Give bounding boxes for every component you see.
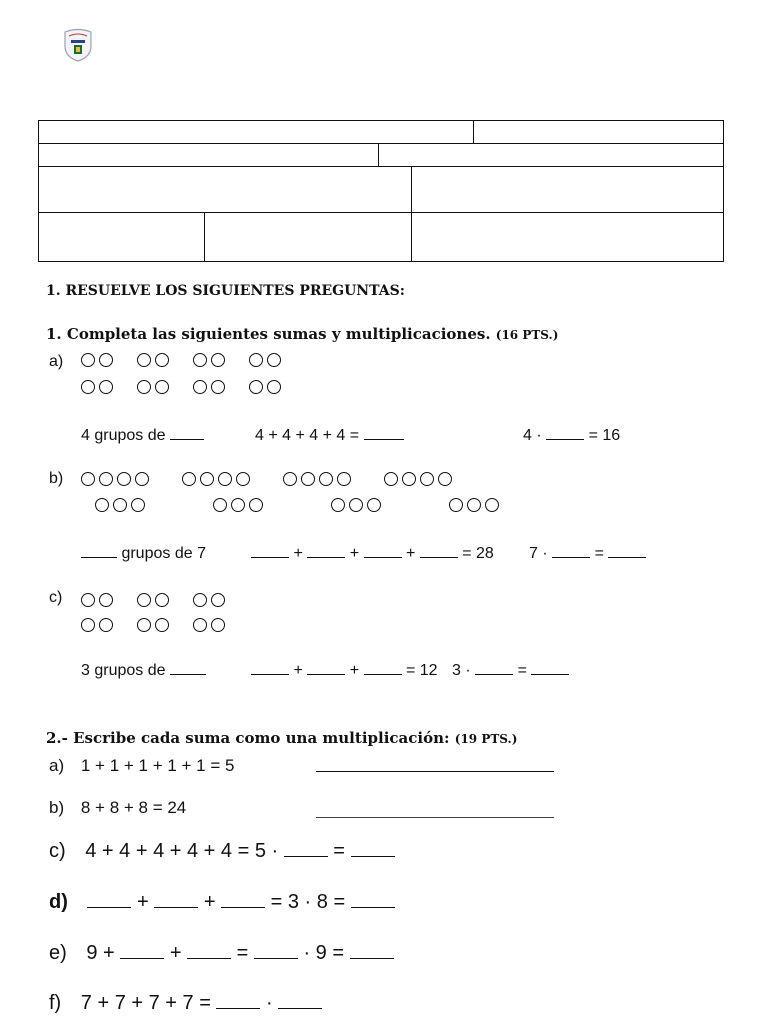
circle-icon	[137, 593, 151, 607]
circle-icon	[99, 618, 113, 632]
q1c-letter: c)	[49, 589, 63, 606]
circle-icon	[131, 498, 145, 512]
circle-icon	[137, 380, 151, 394]
circle-icon	[155, 618, 169, 632]
q2c-expr: 4 + 4 + 4 + 4 + 4 = 5 ·	[85, 840, 279, 862]
circle-icon	[117, 472, 131, 486]
circle-icon	[249, 380, 263, 394]
q2e-eq: =	[236, 942, 249, 964]
plus-sign: +	[169, 942, 182, 964]
q2e-text1: 9 +	[86, 942, 115, 964]
q1a-text3: 4 ·	[523, 427, 542, 444]
circle-icon	[301, 472, 315, 486]
answer-blank[interactable]	[278, 1008, 322, 1009]
q2e-line	[49, 942, 394, 965]
answer-blank[interactable]	[170, 439, 204, 440]
q2d-letter: d)	[49, 891, 68, 913]
plus-sign: +	[349, 545, 360, 562]
q2-title	[46, 729, 517, 747]
circle-icon	[200, 472, 214, 486]
q2b-letter: b)	[49, 798, 65, 817]
q1b-line2	[251, 545, 494, 563]
q1-title-text: 1. Completa las siguientes sumas y multiplicaciones.	[46, 325, 491, 343]
circle-icon	[81, 618, 95, 632]
circle-icon	[485, 498, 499, 512]
q2e-letter: e)	[49, 942, 67, 964]
answer-blank[interactable]	[251, 557, 289, 558]
q1a-circles-row2	[81, 380, 281, 394]
q1c-text3: 3 ·	[452, 662, 471, 679]
circle-icon	[337, 472, 351, 486]
circle-icon	[99, 353, 113, 367]
q1a-line	[81, 427, 204, 445]
circle-icon	[249, 498, 263, 512]
answer-blank[interactable]	[216, 1008, 260, 1009]
answer-blank[interactable]	[154, 907, 198, 908]
answer-blank[interactable]	[87, 907, 131, 908]
circle-icon	[155, 380, 169, 394]
answer-blank[interactable]	[608, 557, 646, 558]
q1b-letter: b)	[49, 470, 64, 487]
q2f-expr: 7 + 7 + 7 + 7 =	[80, 992, 211, 1014]
q1a-text2: 4 + 4 + 4 + 4 =	[255, 427, 360, 444]
answer-blank[interactable]	[251, 674, 289, 675]
q2e-text2: · 9 =	[303, 942, 345, 964]
q2f-letter: f)	[49, 992, 62, 1014]
circle-icon	[81, 472, 95, 486]
q2d-eq: = 3 · 8 =	[270, 891, 346, 913]
q2b-line	[49, 798, 186, 818]
q2c-letter: c)	[49, 840, 66, 862]
q1b-text3: 7 ·	[529, 545, 548, 562]
q2f-dot: ·	[266, 992, 273, 1014]
circle-icon	[193, 593, 207, 607]
q1a-line3	[523, 427, 620, 445]
plus-sign: +	[405, 545, 416, 562]
circle-icon	[81, 353, 95, 367]
answer-blank[interactable]	[364, 557, 402, 558]
q2a-letter: a)	[49, 756, 65, 775]
circle-icon	[155, 593, 169, 607]
section-title: 1. RESUELVE LOS SIGUIENTES PREGUNTAS:	[46, 283, 405, 299]
answer-line[interactable]	[316, 817, 554, 818]
circle-icon	[283, 472, 297, 486]
q1c-text2: = 12	[405, 662, 438, 679]
answer-blank[interactable]	[546, 439, 584, 440]
circle-icon	[349, 498, 363, 512]
q1b-line	[81, 545, 206, 563]
circle-icon	[402, 472, 416, 486]
q1a-text1: 4 grupos de	[81, 427, 166, 444]
q2d-line	[49, 891, 395, 914]
circle-icon	[99, 593, 113, 607]
q2c-line	[49, 840, 395, 863]
answer-blank[interactable]	[364, 439, 404, 440]
circle-icon	[155, 353, 169, 367]
q2f-line	[49, 992, 322, 1015]
circle-icon	[137, 618, 151, 632]
q1b-text2: = 28	[462, 545, 494, 562]
plus-sign: +	[293, 662, 303, 679]
answer-blank[interactable]	[531, 674, 569, 675]
answer-blank[interactable]	[187, 958, 231, 959]
circle-icon	[449, 498, 463, 512]
answer-blank[interactable]	[284, 856, 328, 857]
circle-icon	[231, 498, 245, 512]
circle-icon	[467, 498, 481, 512]
answer-blank[interactable]	[307, 557, 345, 558]
school-crest-logo	[62, 28, 94, 62]
circle-icon	[193, 380, 207, 394]
q1a-letter: a)	[49, 353, 64, 370]
q1b-line3	[529, 545, 646, 563]
circle-icon	[267, 380, 281, 394]
q2-points: (19 PTS.)	[454, 732, 518, 746]
circle-icon	[211, 593, 225, 607]
circle-icon	[420, 472, 434, 486]
circle-icon	[211, 618, 225, 632]
answer-blank[interactable]	[254, 958, 298, 959]
q1c-circles-row1	[81, 593, 225, 607]
answer-blank[interactable]	[81, 557, 117, 558]
answer-blank[interactable]	[475, 674, 513, 675]
q2a-expr: 1 + 1 + 1 + 1 + 1 = 5	[80, 756, 235, 775]
q1c-circles-row2	[81, 618, 225, 632]
circle-icon	[99, 472, 113, 486]
q2-title-text: 2.- Escribe cada suma como una multiplicación:	[46, 729, 450, 747]
answer-blank[interactable]	[364, 674, 402, 675]
circle-icon	[137, 353, 151, 367]
q1-title	[46, 325, 558, 343]
circle-icon	[319, 472, 333, 486]
q1a-line2	[255, 427, 404, 445]
circle-icon	[81, 380, 95, 394]
q1b-circles-row1	[81, 472, 452, 486]
q1a-text4: = 16	[588, 427, 621, 444]
circle-icon	[95, 498, 109, 512]
q1b-circles-row2	[95, 498, 499, 512]
circle-icon	[218, 472, 232, 486]
q2b-expr: 8 + 8 + 8 = 24	[80, 798, 187, 817]
answer-blank[interactable]	[351, 907, 395, 908]
answer-blank[interactable]	[221, 907, 265, 908]
circle-icon	[135, 472, 149, 486]
answer-blank[interactable]	[170, 674, 206, 675]
circle-icon	[182, 472, 196, 486]
circle-icon	[249, 353, 263, 367]
circle-icon	[331, 498, 345, 512]
plus-sign: +	[137, 891, 149, 913]
circle-icon	[193, 353, 207, 367]
answer-line[interactable]	[316, 771, 554, 772]
circle-icon	[367, 498, 381, 512]
q1b-text1: grupos de 7	[121, 545, 206, 562]
answer-blank[interactable]	[420, 557, 458, 558]
q1c-text4: =	[517, 662, 527, 679]
circle-icon	[193, 618, 207, 632]
student-info-table	[38, 120, 724, 262]
circle-icon	[236, 472, 250, 486]
plus-sign: +	[203, 891, 216, 913]
circle-icon	[267, 353, 281, 367]
q1c-line2	[251, 662, 569, 680]
q1a-circles-row1	[81, 353, 281, 367]
q2a-line	[49, 756, 234, 776]
q2c-eq: =	[333, 840, 345, 862]
q1b-text4: =	[594, 545, 604, 562]
answer-blank[interactable]	[351, 856, 395, 857]
q1c-text1: 3 grupos de	[81, 662, 166, 679]
circle-icon	[384, 472, 398, 486]
circle-icon	[113, 498, 127, 512]
plus-sign: +	[293, 545, 303, 562]
q1c-line	[81, 662, 206, 680]
circle-icon	[213, 498, 227, 512]
plus-sign: +	[349, 662, 360, 679]
circle-icon	[211, 353, 225, 367]
circle-icon	[81, 593, 95, 607]
answer-blank[interactable]	[552, 557, 590, 558]
circle-icon	[438, 472, 452, 486]
answer-blank[interactable]	[120, 958, 164, 959]
answer-blank[interactable]	[307, 674, 345, 675]
circle-icon	[99, 380, 113, 394]
circle-icon	[211, 380, 225, 394]
q1-points: (16 PTS.)	[495, 328, 559, 342]
answer-blank[interactable]	[350, 958, 394, 959]
